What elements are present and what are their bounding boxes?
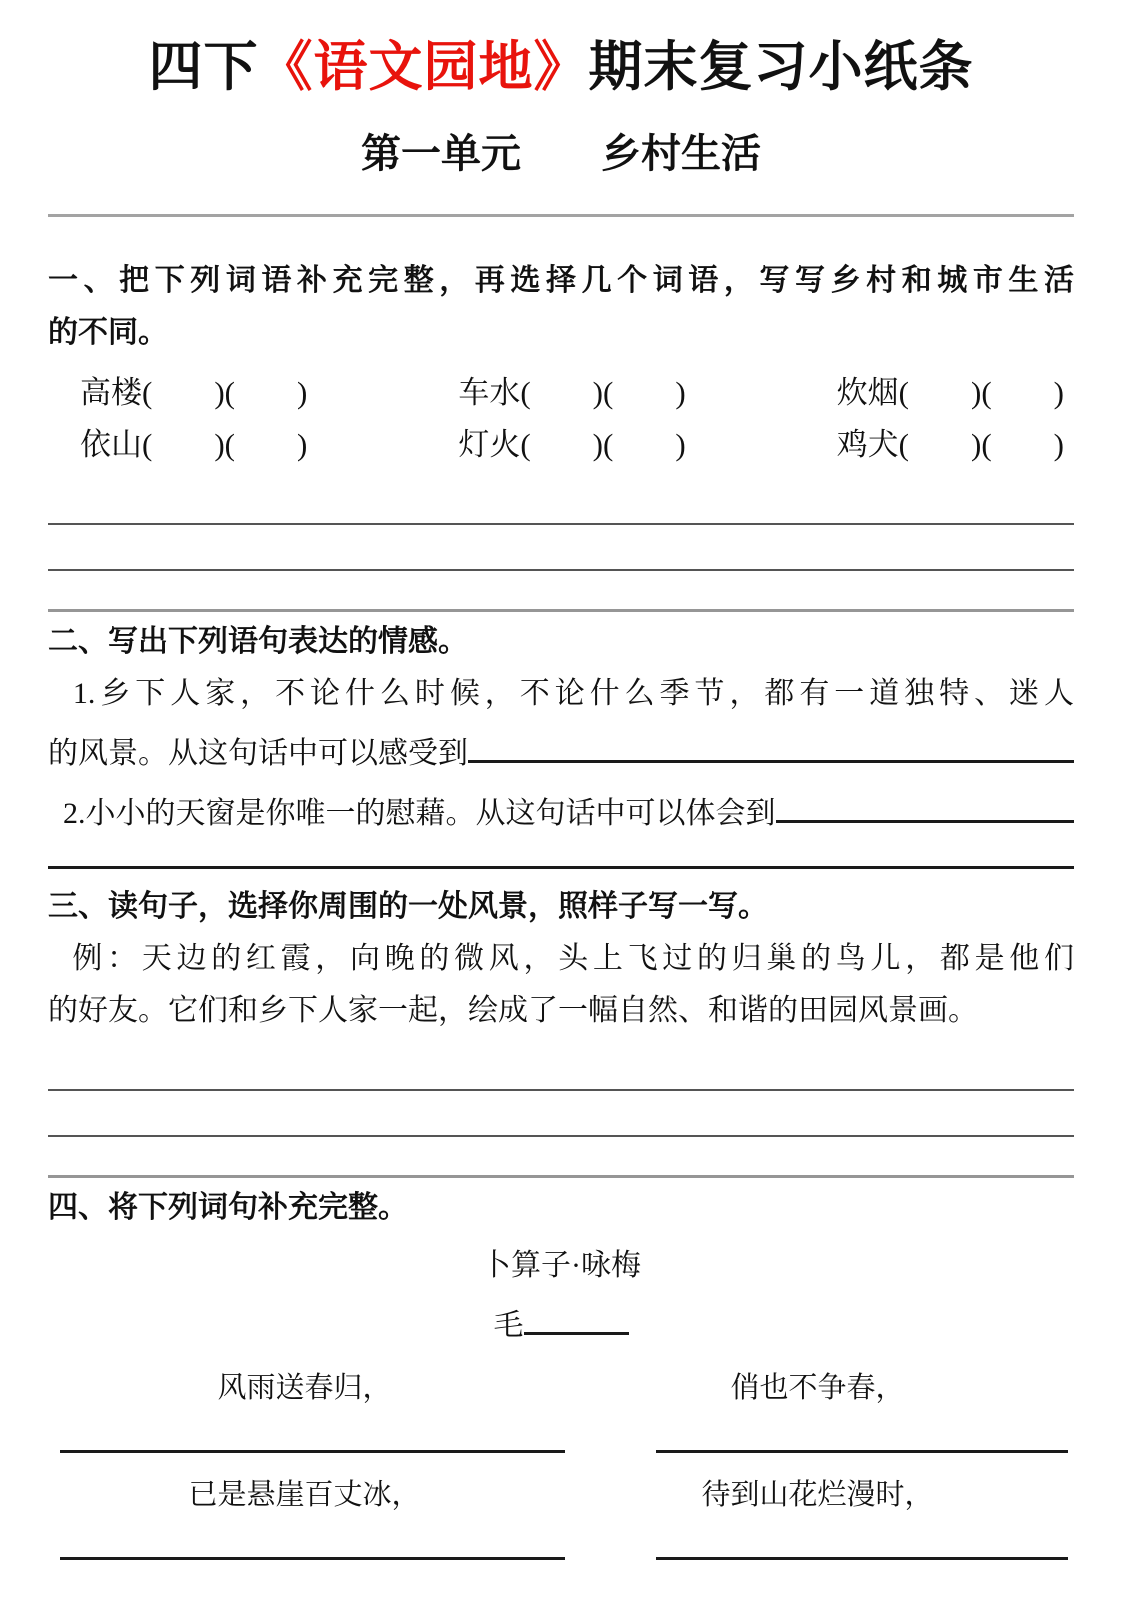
section-1-heading-line-2: 的不同。 <box>48 316 168 349</box>
verse-row-2 <box>48 1473 1074 1517</box>
question-1-text: 的风景。从这句话中可以感受到 <box>48 737 468 770</box>
word-fill-row-1 <box>48 367 1074 419</box>
section-3-heading: 三、读句子，选择你周围的一处风景，照样子写一写。 <box>48 890 768 923</box>
section-1-heading-line-1: 一、把下列词语补充完整，再选择几个词语，写写乡村和城市生活 <box>48 264 1074 297</box>
fill-in-blank <box>468 720 1074 763</box>
answer-line <box>48 523 1074 525</box>
section-1-word-completion <box>48 255 1074 571</box>
word-fill-item: 依山( )( ) <box>80 427 308 462</box>
word-fill-item: 高楼( )( ) <box>80 375 308 410</box>
answer-line <box>48 569 1074 571</box>
word-fill-item: 灯火( )( ) <box>458 427 686 462</box>
section-3-imitate-writing <box>48 881 1074 1137</box>
verse-right: 俏也不争春， <box>730 1372 905 1404</box>
poem-blank-row-2 <box>48 1557 1074 1560</box>
poem-author-line <box>48 1298 1074 1352</box>
page-title <box>48 32 1074 102</box>
fill-in-blank <box>776 780 1075 823</box>
top-divider <box>48 214 1074 217</box>
question-2-line <box>48 780 1074 840</box>
section-4-heading: 四、将下列词句补充完整。 <box>48 1191 408 1224</box>
unit-subtitle: 第一单元 乡村生活 <box>361 131 761 176</box>
poem-blank-row-1 <box>48 1450 1074 1453</box>
question-2-text: 2.小小的天窗是你唯一的慰藉。从这句话中可以体会到 <box>48 797 776 830</box>
section-divider <box>48 1175 1074 1178</box>
section-2-heading: 二、写出下列语句表达的情感。 <box>48 625 468 658</box>
example-line-2: 的好友。它们和乡下人家一起，绘成了一幅自然、和谐的田园风景画。 <box>48 994 978 1027</box>
question-1-line-2 <box>48 720 1074 780</box>
answer-line <box>60 1450 565 1453</box>
title-suffix: 期末复习小纸条 <box>588 37 974 97</box>
verse-left: 已是悬崖百丈冰， <box>188 1479 421 1511</box>
verse-right: 待到山花烂漫时， <box>701 1479 934 1511</box>
verse-left: 风雨送春归， <box>217 1372 392 1404</box>
poem-title: 卜算子·咏梅 <box>481 1249 641 1282</box>
section-2-emotion <box>48 616 1074 869</box>
verse-row-1 <box>48 1366 1074 1410</box>
question-1-line-1: 1.乡下人家，不论什么时候，不论什么季节，都有一道独特、迷人 <box>48 677 1074 710</box>
author-prefix: 毛 <box>493 1309 524 1342</box>
section-4-poem-completion <box>48 1182 1074 1560</box>
example-line-1: 例：天边的红霞，向晚的微风，头上飞过的归巢的鸟儿，都是他们 <box>48 942 1074 975</box>
word-fill-item: 炊烟( )( ) <box>836 375 1064 410</box>
section-divider <box>48 609 1074 612</box>
answer-line <box>48 1089 1074 1091</box>
word-fill-item: 鸡犬( )( ) <box>836 427 1064 462</box>
word-fill-row-2 <box>48 419 1074 471</box>
answer-line <box>656 1450 1068 1453</box>
answer-line <box>48 1135 1074 1137</box>
answer-line <box>656 1557 1068 1560</box>
fill-in-blank <box>524 1298 629 1335</box>
word-fill-item: 车水( )( ) <box>458 375 686 410</box>
title-prefix: 四下 <box>148 37 259 97</box>
answer-line <box>60 1557 565 1560</box>
title-highlight: 《语文园地》 <box>258 37 589 97</box>
answer-line <box>48 866 1074 869</box>
